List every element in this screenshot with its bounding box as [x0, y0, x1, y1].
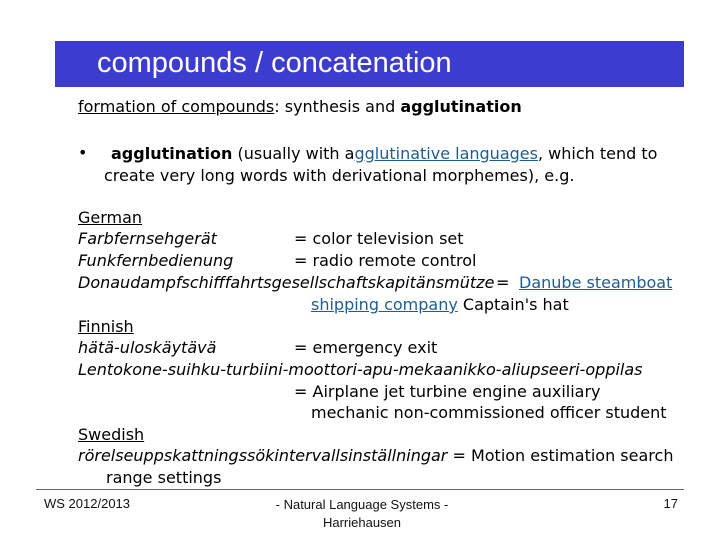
intro-line — [78, 96, 522, 117]
footer-course: - Natural Language Systems - — [275, 497, 449, 512]
finnish-heading: Finnish — [78, 317, 134, 336]
swedish-heading: Swedish — [78, 425, 145, 444]
german-heading: German — [78, 208, 143, 227]
danube-steamboat-link[interactable]: Danube steamboat — [519, 273, 673, 292]
finnish-word-2: Lentokone-suihku-turbiini-moottori-apu-mekaanikko-aliupseeri-oppilas — [78, 360, 643, 379]
bullet-text-a: (usually with a — [232, 144, 355, 163]
footer-divider — [36, 489, 684, 490]
german-line-3b — [106, 294, 569, 315]
finnish-word-1: hätä-uloskäytävä — [78, 338, 217, 357]
footer-semester: WS 2012/2013 — [44, 496, 131, 511]
bullet-line-2: create very long words with derivational morphemes), e.g. — [104, 166, 575, 185]
finnish-meaning-2b: mechanic non-commissioned officer student — [311, 403, 667, 422]
german-word-1: Farbfernsehgerät — [78, 229, 217, 248]
swedish-meaning-1a: = Motion estimation search — [447, 446, 674, 465]
shipping-company-link[interactable] — [106, 295, 458, 314]
intro-text: : synthesis and — [274, 97, 401, 116]
captains-hat-text: Captain's hat — [457, 295, 569, 314]
finnish-meaning-1: = emergency exit — [294, 338, 438, 357]
bullet-line-1 — [111, 143, 657, 164]
intro-term: formation of compounds — [78, 97, 275, 116]
shipping-company-text: shipping company — [311, 295, 458, 314]
finnish-meaning-2a: = Airplane jet turbine engine auxiliary — [294, 382, 601, 401]
german-eq-3: = — [496, 273, 510, 292]
page-number: 17 — [663, 496, 678, 511]
intro-bold: agglutination — [400, 97, 522, 116]
german-word-2: Funkfernbedienung — [78, 251, 234, 270]
bullet-bold: agglutination — [111, 144, 233, 163]
german-word-3: Donaudampfschifffahrtsgesellschaftskapitänsmütze — [78, 273, 495, 292]
german-meaning-1: = color television set — [294, 229, 464, 248]
swedish-line-1 — [78, 445, 673, 466]
bullet-mark: • — [78, 143, 88, 162]
footer-author: Harriehausen — [322, 515, 402, 530]
swedish-word-1: rörelseuppskattningssökintervallsinställningar — [78, 446, 448, 465]
agglutinative-languages-link[interactable]: gglutinative languages — [354, 144, 538, 163]
swedish-meaning-1b: range settings — [106, 468, 222, 487]
german-meaning-2: = radio remote control — [294, 251, 477, 270]
footer-center — [262, 496, 462, 532]
slide-title: compounds / concatenation — [97, 47, 452, 79]
bullet-text-b: , which tend to — [537, 144, 658, 163]
